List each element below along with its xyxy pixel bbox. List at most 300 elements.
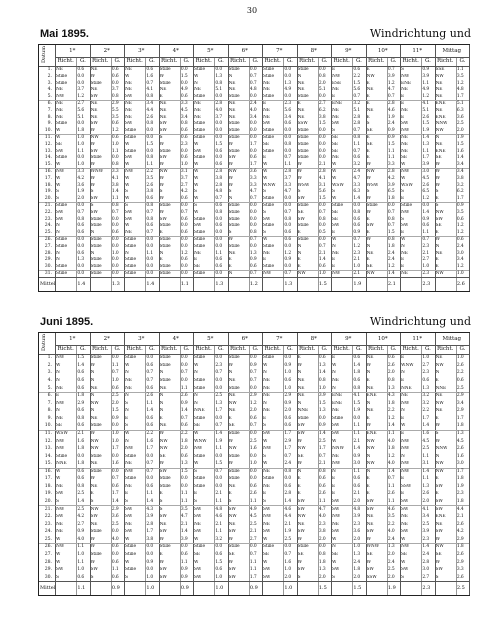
june-cell-speed: 2.5	[111, 521, 119, 527]
may-cell-speed: 4.1	[318, 175, 326, 181]
june-cell-speed: 2.1	[353, 491, 361, 497]
may-cell-speed: 1.2	[456, 223, 464, 229]
june-cell-speed: 2.4	[387, 536, 395, 542]
may-cell-direction: NE	[194, 100, 201, 106]
may-day-label: 14.	[44, 155, 52, 161]
may-cell-speed: 0.0	[318, 203, 326, 209]
may-richt-header: Richt.	[436, 58, 454, 64]
may-cell-direction: NE	[366, 87, 374, 93]
june-day-label: 1.	[47, 355, 52, 361]
may-cell-direction: W	[332, 196, 337, 202]
may-cell-direction: Stille	[90, 216, 102, 222]
june-cell-direction: W	[56, 552, 61, 558]
june-cell-direction: SE	[366, 552, 373, 558]
june-cell-direction: E	[366, 483, 370, 489]
may-cell-speed: 0.6	[180, 94, 188, 100]
june-cell-speed: 0.6	[77, 423, 85, 429]
june-cell-direction: W	[435, 438, 440, 444]
may-cell-direction: Stille	[228, 121, 240, 127]
may-cell-direction: W	[194, 162, 199, 168]
may-cell-speed: 1.2	[284, 250, 292, 256]
may-cell-direction: W	[56, 175, 61, 181]
june-cell-direction: SW	[435, 483, 443, 489]
may-cell-direction: ENE	[401, 80, 411, 86]
may-cell-speed: 4.2	[180, 189, 188, 195]
may-cell-direction: SE	[435, 155, 442, 161]
may-cell-direction: W	[401, 237, 406, 243]
may-cell-speed: 0.7	[249, 237, 257, 243]
june-cell-direction: Stille	[332, 415, 343, 421]
june-cell-speed: 1.7	[318, 446, 326, 452]
june-cell-direction: SW	[332, 529, 340, 535]
may-cell-direction: Stille	[159, 223, 171, 229]
may-cell-speed: 0.8	[353, 209, 361, 215]
june-cell-speed: 1.8	[77, 393, 85, 399]
june-cell-direction: SW	[401, 506, 409, 512]
june-cell-direction: S	[125, 574, 128, 580]
june-cell-direction: NE	[297, 393, 305, 399]
june-day-label: 9.	[47, 415, 52, 421]
may-cell-direction: S	[125, 203, 128, 209]
may-cell-direction: S	[194, 203, 197, 209]
june-cell-direction: SW	[90, 514, 98, 520]
june-cell-speed: 0.6	[353, 355, 361, 361]
may-cell-direction: Stille	[90, 155, 102, 161]
june-cell-direction: NE	[263, 377, 270, 383]
june-cell-direction: NW	[194, 446, 203, 452]
june-cell-speed: 0.6	[111, 544, 119, 550]
may-cell-direction: NE	[401, 271, 408, 277]
june-cell-speed: 2.6	[456, 521, 464, 527]
may-cell-direction: N	[435, 134, 440, 140]
june-cell-direction: SW	[297, 567, 305, 573]
may-cell-speed: 0.7	[249, 80, 257, 86]
may-cell-speed: 0.0	[146, 243, 154, 249]
june-cell-direction: W	[332, 362, 337, 368]
may-cell-direction: SE	[332, 134, 339, 140]
june-cell-direction: SE	[228, 552, 235, 558]
may-cell-speed: 0.6	[215, 148, 223, 154]
may-cell-direction: NE	[263, 80, 270, 86]
june-cell-direction: NW	[228, 446, 237, 452]
may-hour-header: 8*	[310, 48, 317, 54]
may-cell-speed: 5.1	[318, 87, 326, 93]
may-cell-direction: NW	[401, 128, 410, 134]
may-cell-direction: Stille	[228, 128, 240, 134]
june-cell-direction: NE	[366, 355, 374, 361]
june-cell-speed: 0.8	[387, 377, 395, 383]
may-cell-direction: Stille	[228, 66, 240, 72]
may-cell-speed: 3.3	[387, 162, 395, 168]
june-hour-header: 10*	[377, 336, 388, 342]
may-cell-direction: S	[366, 189, 370, 195]
may-mittel-value: 1.4	[146, 281, 155, 287]
may-cell-speed: 2.4	[387, 121, 395, 127]
june-cell-speed: 0.0	[111, 468, 119, 474]
may-cell-direction: Stille	[297, 128, 309, 134]
may-cell-speed: 0.0	[249, 243, 257, 249]
june-cell-direction: N	[125, 370, 129, 376]
june-cell-speed: 0.0	[146, 453, 154, 459]
june-cell-direction: SE	[194, 552, 201, 558]
may-cell-speed: 0.7	[111, 209, 119, 215]
june-cell-speed: 0.7	[111, 370, 119, 376]
may-cell-speed: 0.6	[146, 196, 154, 202]
may-richt-header: Richt.	[160, 58, 178, 64]
may-cell-direction: NE	[263, 107, 270, 113]
may-cell-direction: NW	[401, 169, 410, 174]
june-cell-speed: 2.6	[180, 393, 188, 399]
june-cell-speed: 0.9	[353, 453, 361, 459]
may-cell-direction: Stille	[194, 155, 205, 161]
june-cell-speed: 1.1	[353, 430, 361, 436]
june-cell-speed: 0.0	[215, 377, 223, 383]
june-cell-direction: NW	[297, 514, 306, 520]
june-cell-direction: W	[90, 559, 95, 565]
column-divider	[469, 333, 470, 595]
june-cell-speed: 3.2	[422, 400, 430, 406]
june-cell-speed: 1.1	[180, 491, 188, 497]
june-cell-speed: 2.6	[387, 491, 395, 497]
june-cell-speed: 1.3	[422, 385, 430, 391]
may-cell-direction: S	[56, 196, 59, 202]
june-cell-direction: SW	[56, 491, 64, 497]
may-cell-direction: NE	[125, 230, 132, 236]
may-cell-speed: 0.0	[146, 134, 154, 140]
june-cell-speed: 0.6	[77, 408, 85, 414]
may-cell-speed: 0.7	[180, 209, 188, 215]
june-hour-header: 7*	[276, 336, 283, 342]
june-mittel-value: 1.0	[215, 585, 224, 591]
may-cell-direction: NE	[263, 250, 270, 256]
may-cell-direction: N	[56, 223, 60, 229]
june-cell-direction: E	[401, 355, 405, 361]
may-cell-speed: 3.4	[146, 100, 154, 106]
may-cell-speed: 3.8	[318, 114, 326, 120]
may-cell-direction: SW	[125, 121, 133, 127]
june-cell-speed: 2.1	[284, 521, 292, 527]
may-cell-direction: E	[297, 100, 301, 106]
may-cell-speed: 0.8	[318, 216, 326, 222]
june-cell-direction: Stille	[228, 453, 240, 459]
column-divider	[469, 45, 470, 291]
june-cell-direction: W	[90, 362, 95, 368]
june-cell-speed: 1.5	[353, 400, 361, 406]
june-cell-direction: Stille	[228, 544, 240, 550]
june-cell-direction: W	[90, 544, 95, 550]
may-cell-direction: WSW	[366, 182, 379, 188]
may-cell-direction: W	[435, 162, 440, 168]
may-cell-direction: S	[366, 121, 370, 127]
may-cell-speed: 3.5	[111, 114, 119, 120]
may-cell-speed: 2.1	[318, 162, 326, 168]
may-cell-speed: 0.6	[353, 155, 361, 161]
june-cell-speed: 3.6	[111, 514, 119, 520]
june-day-label: 26.	[44, 544, 52, 550]
may-cell-speed: 2.3	[353, 250, 361, 256]
june-cell-direction: NE	[297, 521, 305, 527]
may-cell-direction: E	[332, 230, 336, 236]
june-cell-speed: 0.0	[284, 544, 292, 550]
may-cell-speed: 3.5	[456, 209, 464, 215]
may-cell-direction: NE	[125, 66, 132, 72]
may-cell-direction: NE	[90, 87, 98, 93]
june-cell-speed: 2.6	[318, 491, 326, 497]
june-hour-header: 3*	[138, 336, 145, 342]
june-day-label: 19.	[44, 491, 52, 497]
june-cell-speed: 1.3	[353, 552, 361, 558]
june-cell-direction: NW	[90, 506, 99, 512]
june-cell-speed: 0.0	[146, 552, 154, 558]
may-cell-speed: 0.0	[249, 216, 257, 222]
june-cell-direction: W	[228, 362, 233, 368]
may-cell-direction: NW	[435, 73, 444, 79]
may-section-heading: Windrichtung und	[369, 27, 471, 40]
june-cell-speed: 0.7	[215, 370, 223, 376]
june-cell-direction: SW	[159, 574, 167, 580]
may-cell-speed: 2.4	[353, 169, 361, 174]
may-cell-direction: NE	[435, 107, 443, 113]
may-cell-direction: SW	[159, 216, 167, 222]
may-cell-speed: 4.9	[180, 87, 188, 93]
june-cell-direction: W	[297, 559, 302, 565]
may-g-header: G.	[217, 58, 224, 64]
june-cell-speed: 2.2	[456, 370, 464, 376]
june-cell-direction: S	[125, 423, 128, 429]
may-g-header: G.	[148, 58, 155, 64]
june-cell-direction: NE	[125, 377, 132, 383]
june-cell-speed: 2.4	[284, 461, 292, 467]
june-cell-speed: 2.3	[215, 362, 223, 368]
may-cell-speed: 0.7	[353, 148, 361, 154]
may-cell-speed: 0.7	[387, 94, 395, 100]
may-cell-direction: NE	[401, 148, 408, 154]
may-cell-speed: 2.3	[180, 141, 188, 147]
june-cell-speed: 1.4	[422, 423, 430, 429]
may-cell-speed: 4.2	[77, 175, 85, 181]
may-g-header: G.	[424, 58, 431, 64]
may-cell-speed: 0.8	[146, 94, 154, 100]
may-cell-direction: NE	[159, 107, 167, 113]
may-cell-speed: 3.5	[146, 175, 154, 181]
may-cell-speed: 0.0	[111, 237, 119, 243]
may-day-label: 10.	[44, 128, 52, 134]
june-cell-direction: SW	[194, 574, 202, 580]
page-number: 30	[246, 6, 258, 15]
june-day-label: 13.	[44, 446, 52, 452]
june-cell-direction: E	[435, 476, 439, 482]
may-cell-direction: W	[194, 141, 199, 147]
june-cell-speed: 2.1	[318, 461, 326, 467]
may-cell-speed: 0.0	[318, 134, 326, 140]
may-cell-speed: 0.0	[215, 216, 223, 222]
may-cell-speed: 1.8	[77, 128, 85, 134]
june-cell-speed: 2.6	[456, 574, 464, 580]
june-cell-speed: 0.9	[146, 559, 154, 565]
june-cell-direction: E	[194, 491, 198, 497]
june-cell-speed: 0.6	[146, 385, 154, 391]
may-cell-speed: 0.7	[353, 128, 361, 134]
may-day-label: 22.	[44, 209, 52, 215]
june-cell-speed: 1.0	[422, 355, 430, 361]
june-cell-speed: 1.3	[318, 408, 326, 414]
june-cell-direction: E	[125, 491, 129, 497]
may-cell-direction: Stille	[228, 223, 240, 229]
may-cell-direction: WSW	[332, 182, 344, 188]
june-cell-speed: 1.4	[77, 499, 85, 505]
june-cell-direction: SW	[366, 567, 374, 573]
may-cell-direction: NE	[56, 87, 63, 93]
june-cell-speed: 2.8	[422, 559, 430, 565]
june-cell-speed: 1.7	[456, 415, 464, 421]
june-cell-direction: N	[401, 453, 405, 459]
june-cell-speed: 1.1	[422, 453, 430, 459]
june-cell-speed: 1.1	[387, 430, 395, 436]
may-cell-speed: 0.8	[387, 237, 395, 243]
june-cell-direction: Stille	[90, 453, 102, 459]
may-cell-direction: SE	[435, 223, 442, 229]
may-cell-direction: W	[194, 73, 199, 79]
may-cell-direction: SE	[297, 209, 304, 215]
june-cell-speed: 2.9	[456, 536, 464, 542]
may-cell-speed: 3.2	[353, 100, 361, 106]
june-cell-speed: 1.0	[111, 438, 119, 444]
may-cell-direction: Stille	[125, 134, 136, 140]
june-cell-direction: NE	[366, 408, 374, 414]
june-cell-direction: NE	[263, 393, 270, 399]
may-cell-speed: 0.0	[77, 243, 85, 249]
june-cell-speed: 1.6	[77, 438, 85, 444]
june-cell-speed: 0.6	[284, 483, 292, 489]
june-cell-speed: 2.1	[456, 514, 464, 520]
june-cell-direction: NE	[125, 461, 132, 467]
june-mittel-value: 0.9	[111, 585, 120, 591]
june-cell-speed: 3.5	[387, 514, 395, 520]
june-cell-speed: 1.5	[318, 400, 326, 406]
june-cell-speed: 4.6	[215, 514, 223, 520]
june-cell-direction: E	[90, 491, 94, 497]
june-cell-direction: E	[401, 430, 405, 436]
may-cell-direction: Stille	[194, 121, 205, 127]
june-cell-speed: 1.4	[422, 468, 430, 474]
may-cell-speed: 2.1	[353, 271, 361, 277]
june-cell-speed: 0.8	[77, 483, 85, 489]
may-cell-speed: 0.0	[318, 237, 326, 243]
june-cell-direction: NW	[159, 446, 168, 452]
june-cell-speed: 1.4	[215, 430, 223, 436]
june-cell-direction: W	[263, 438, 268, 444]
may-cell-direction: W	[297, 169, 302, 174]
may-cell-direction: W	[332, 162, 337, 168]
june-cell-speed: 0.9	[111, 415, 119, 421]
may-cell-speed: 0.0	[111, 80, 119, 86]
june-cell-direction: E	[332, 355, 336, 361]
june-cell-direction: E	[297, 483, 301, 489]
may-cell-speed: 0.7	[146, 80, 154, 86]
may-cell-direction: SE	[366, 128, 373, 134]
may-cell-direction: WSW	[297, 182, 310, 188]
june-cell-direction: NE	[228, 521, 236, 527]
june-cell-direction: E	[401, 415, 405, 421]
may-cell-direction: W	[366, 175, 371, 181]
may-cell-speed: 1.1	[387, 155, 395, 161]
june-cell-direction: SW	[159, 567, 167, 573]
may-cell-direction: NE	[297, 107, 305, 113]
june-cell-speed: 3.3	[456, 567, 464, 573]
may-cell-direction: SW	[159, 128, 167, 134]
june-cell-direction: W	[194, 559, 199, 565]
may-cell-speed: 3.4	[284, 114, 292, 120]
june-richt-header: Richt.	[126, 346, 143, 352]
may-cell-direction: SW	[194, 148, 202, 154]
june-cell-direction: N	[159, 370, 164, 376]
may-cell-direction: N	[297, 250, 302, 256]
may-cell-direction: SW	[297, 196, 305, 202]
june-cell-speed: 0.9	[318, 423, 326, 429]
may-cell-direction: SW	[90, 209, 98, 215]
may-cell-speed: 0.9	[249, 257, 257, 263]
may-cell-direction: NW	[263, 271, 272, 277]
june-cell-speed: 2.0	[318, 536, 326, 542]
june-cell-direction: W	[159, 461, 164, 467]
june-cell-direction: N	[332, 544, 336, 550]
may-cell-direction: NE	[125, 80, 132, 86]
may-day-label: 17.	[44, 175, 52, 181]
june-cell-direction: NNE	[401, 385, 412, 391]
june-cell-speed: 0.0	[146, 355, 154, 361]
june-cell-speed: 0.0	[180, 355, 188, 361]
june-cell-direction: Stille	[159, 544, 171, 550]
may-cell-direction: W	[125, 196, 130, 202]
june-cell-direction: SE	[228, 423, 235, 429]
june-cell-direction: E	[56, 393, 60, 399]
june-cell-direction: NE	[435, 355, 443, 361]
may-cell-direction: SE	[332, 148, 339, 154]
may-cell-speed: 1.5	[422, 121, 430, 127]
may-cell-speed: 0.0	[77, 73, 85, 79]
may-cell-speed: 3.4	[249, 114, 257, 120]
may-cell-direction: NE	[263, 87, 270, 93]
june-cell-speed: 3.4	[456, 400, 464, 406]
may-cell-speed: 0.0	[111, 264, 119, 270]
june-cell-speed: 0.0	[215, 476, 223, 482]
may-cell-speed: 0.6	[215, 223, 223, 229]
may-cell-direction: Stille	[159, 237, 171, 243]
june-cell-direction: N	[263, 400, 267, 406]
may-cell-direction: E	[159, 257, 163, 263]
june-cell-direction: W	[263, 559, 268, 565]
june-cell-speed: 2.7	[249, 536, 257, 542]
may-cell-direction: E	[435, 196, 439, 202]
may-day-label: 1.	[47, 66, 52, 72]
may-cell-direction: SW	[435, 216, 443, 222]
june-cell-speed: 0.0	[215, 385, 223, 391]
may-cell-direction: S	[159, 134, 163, 140]
may-cell-direction: Stille	[194, 66, 205, 72]
june-g-header: G.	[459, 346, 466, 352]
june-g-header: G.	[355, 346, 362, 352]
may-cell-speed: 0.0	[146, 148, 154, 154]
june-cell-direction: SW	[263, 529, 271, 535]
june-cell-speed: 2.3	[422, 370, 430, 376]
may-cell-speed: 3.4	[456, 257, 464, 263]
may-hour-header: 6*	[241, 48, 248, 54]
june-cell-speed: 1.5	[180, 468, 188, 474]
may-cell-direction: NE	[401, 87, 408, 93]
may-cell-direction: NE	[297, 87, 305, 93]
june-cell-direction: SSW	[366, 574, 377, 580]
june-cell-direction: SW	[90, 567, 98, 573]
